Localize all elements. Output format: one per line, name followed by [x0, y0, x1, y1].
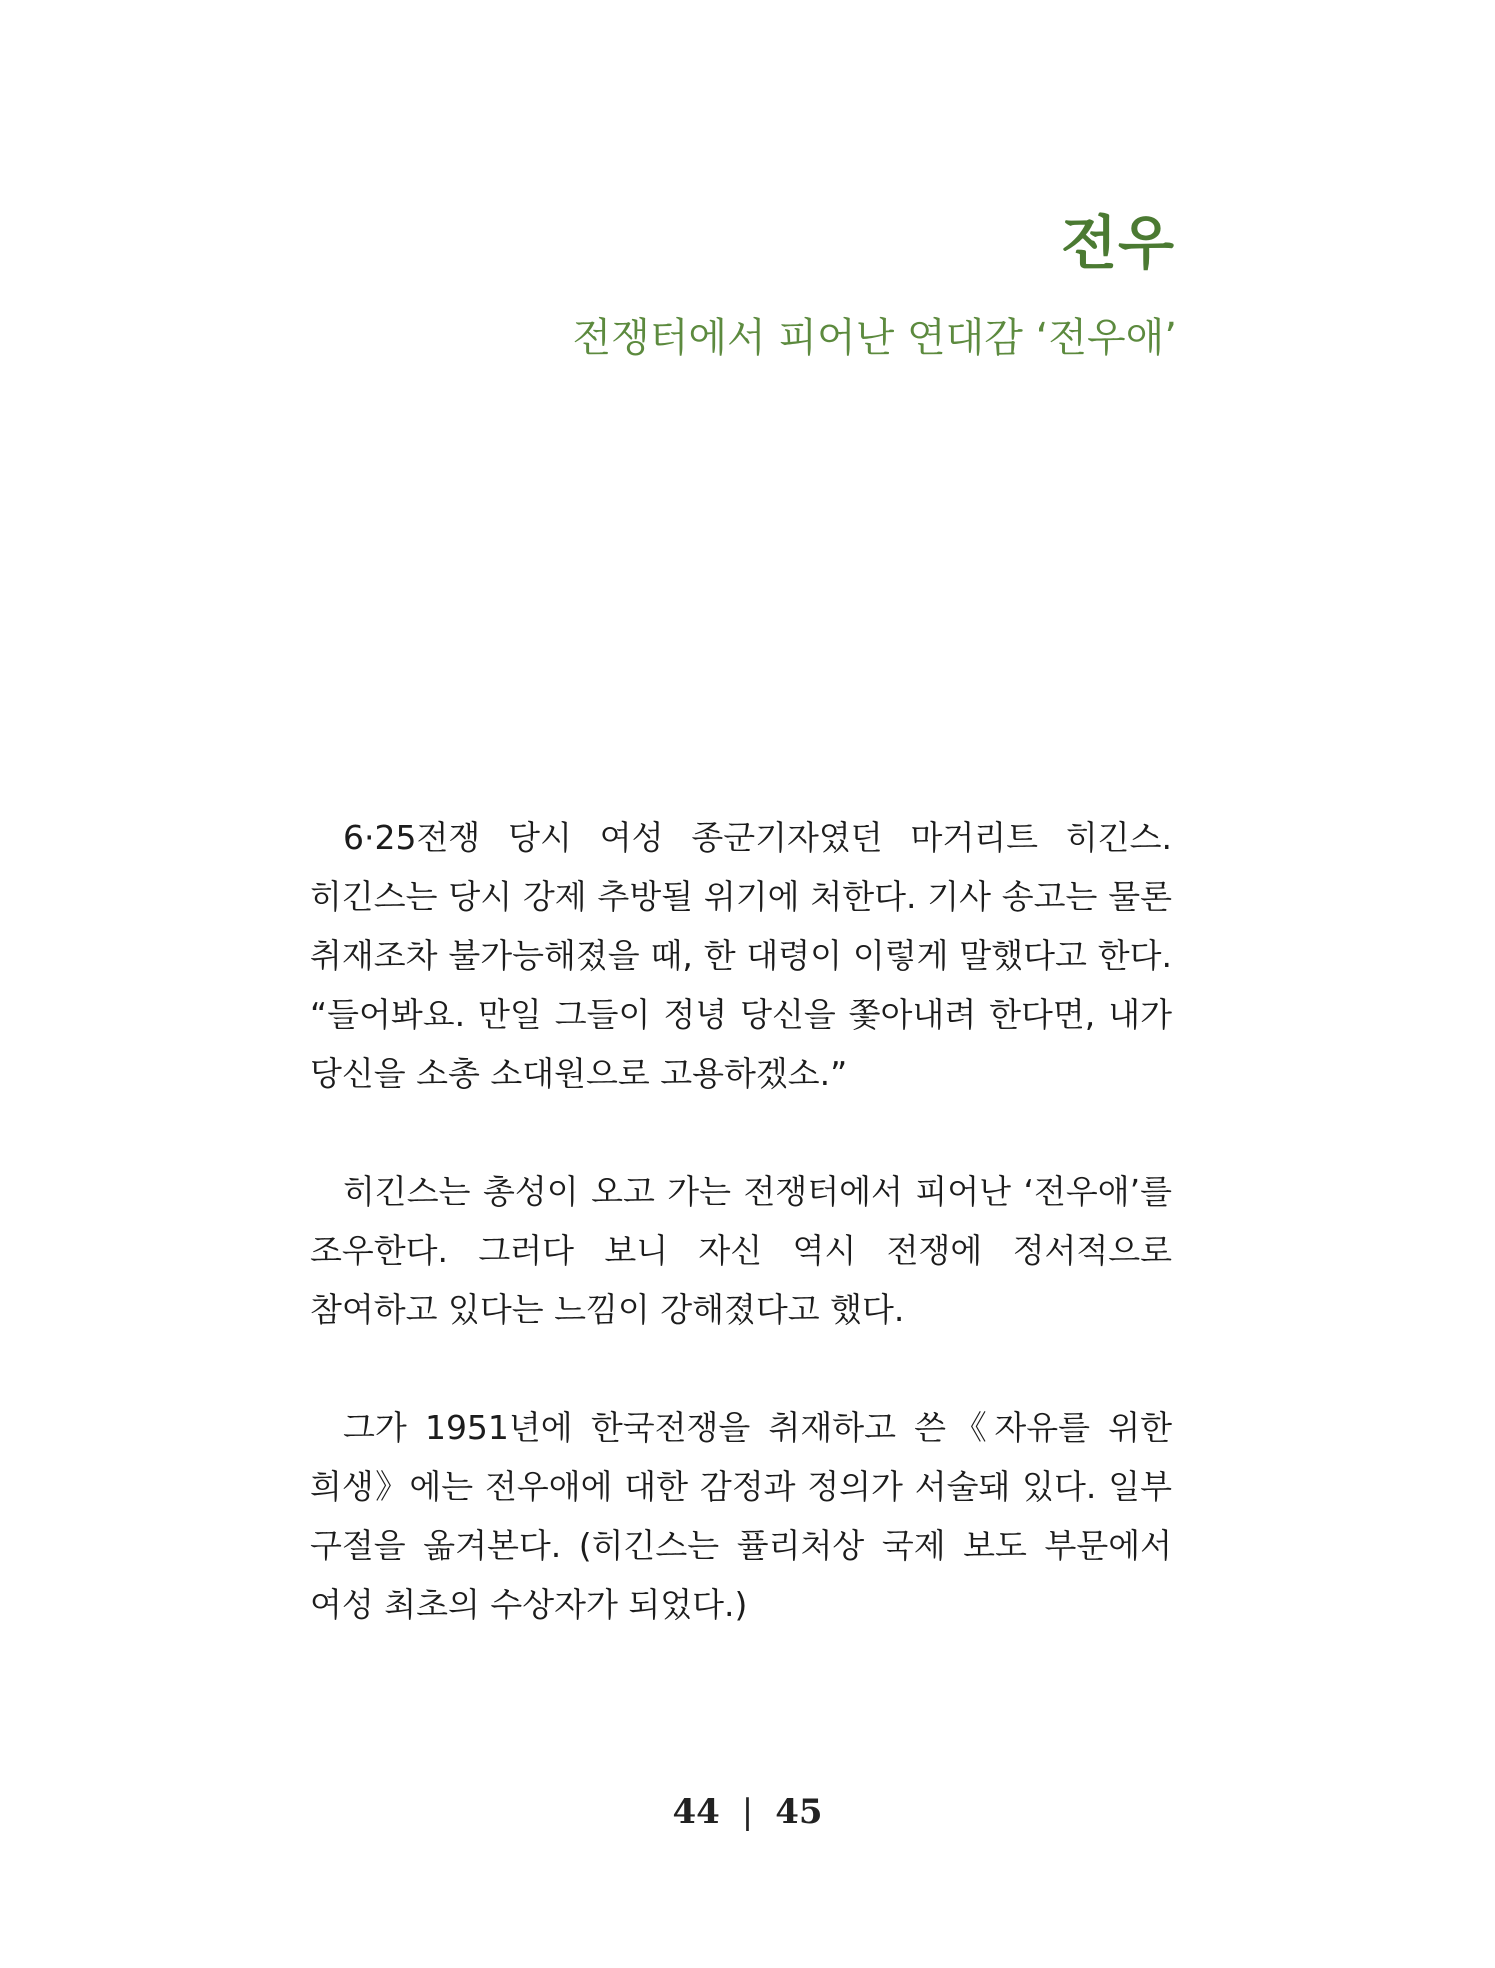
paragraph-2: 히긴스는 총성이 오고 가는 전쟁터에서 피어난 ‘전우애’를 조우한다. 그러다 보니 자신 역시 전쟁에 정서적으로 참여하고 있다는 느낌이 강해졌다고 했다.	[310, 1172, 1172, 1329]
page-separator: |	[741, 1792, 754, 1832]
page-numbers	[0, 1792, 1495, 1832]
paragraph-3: 그가 1951년에 한국전쟁을 취재하고 쓴《자유를 위한 희생》에는 전우애에 대한 감정과 정의가 서술돼 있다. 일부 구절을 옮겨본다. (히긴스는 퓰리처상 국제 보도 부문에서 여성 최초의 수상자가 되었다.)	[310, 1408, 1172, 1624]
body-text	[310, 808, 1172, 1693]
chapter-title: 전우	[1060, 209, 1175, 277]
left-page-number: 44	[672, 1792, 720, 1832]
chapter-subtitle: 전쟁터에서 피어난 연대감 ‘전우애’	[572, 315, 1177, 361]
right-page-number: 45	[775, 1792, 823, 1832]
paragraph-1: 6·25전쟁 당시 여성 종군기자였던 마거리트 히긴스. 히긴스는 당시 강제 추방될 위기에 처한다. 기사 송고는 물론 취재조차 불가능해졌을 때, 한 대령이 이렇게 말했다고 한다. “들어봐요. 만일 그들이 정녕 당신을 쫓아내려 한다면, 내가 당신을 소총 소대원으로 고용하겠소.”	[310, 818, 1172, 1093]
